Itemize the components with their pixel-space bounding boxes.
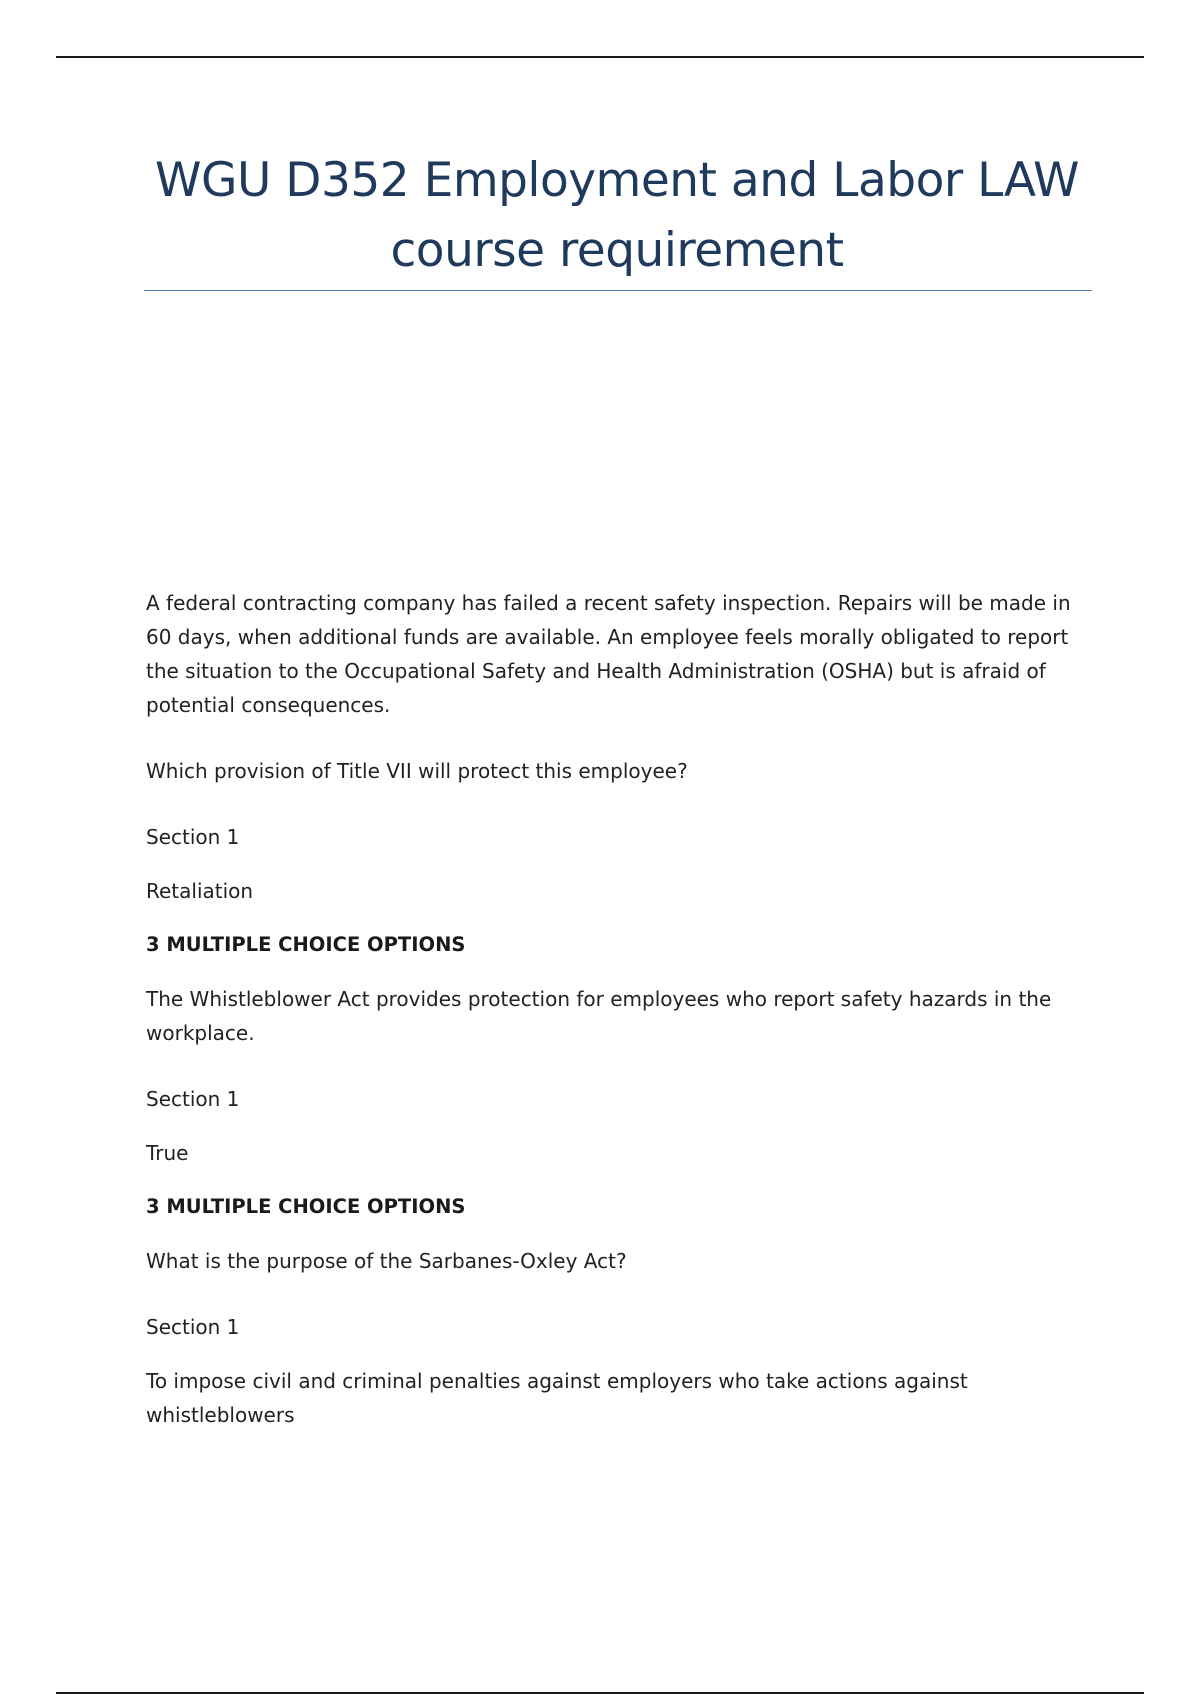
title-underline [144,290,1092,291]
q1-answer: Retaliation [146,879,254,903]
q2-options-label: 3 MULTIPLE CHOICE OPTIONS [146,1195,466,1218]
q1-options-label: 3 MULTIPLE CHOICE OPTIONS [146,933,466,956]
q1-question: Which provision of Title VII will protect this employee? [146,759,688,783]
q3-question: What is the purpose of the Sarbanes-Oxley Act? [146,1249,627,1273]
header-rule [56,56,1144,58]
q3-answer: To impose civil and criminal penalties against employers who take actions against whistleblowers [146,1369,968,1427]
q2-section: Section 1 [146,1087,240,1111]
document-title [144,146,1090,286]
footer-rule [56,1692,1144,1694]
q1-scenario: A federal contracting company has failed a recent safety inspection. Repairs will be made in 60 days, when additional funds are available. An employee feels morally obligated to report the situation to the Occupational Safety and Health Administration (OSHA) but is afraid of potential consequences. [146,591,1071,717]
q3-section: Section 1 [146,1315,240,1339]
title-line-2: course requirement [390,223,844,278]
q2-question: The Whistleblower Act provides protection for employees who report safety hazards in the workplace. [146,987,1052,1045]
title-line-1: WGU D352 Employment and Labor LAW [155,153,1079,208]
document-body [146,586,1090,1432]
q1-section: Section 1 [146,825,240,849]
q2-answer: True [146,1141,189,1165]
